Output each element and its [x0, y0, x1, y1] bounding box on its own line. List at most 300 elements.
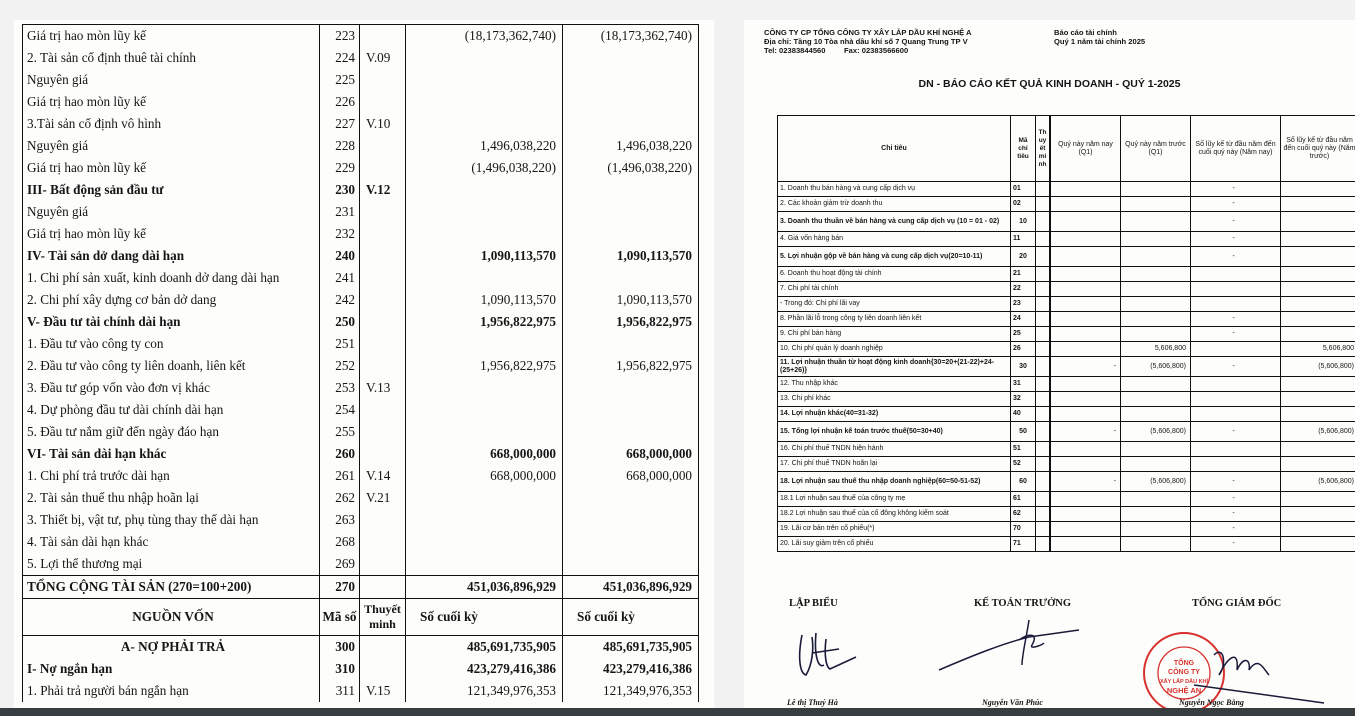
row-value-previous	[563, 509, 698, 531]
row-value-previous	[563, 421, 698, 443]
table-row	[23, 179, 698, 201]
header-cell: Quý này năm nay (Q1)	[1051, 116, 1121, 181]
row-value-previous	[563, 91, 698, 113]
row-code: 251	[319, 333, 359, 355]
value-ytd-last-year	[1281, 327, 1355, 341]
value-q1-last-year	[1121, 197, 1191, 211]
table-row	[23, 245, 698, 267]
value-ytd-last-year	[1281, 232, 1355, 246]
row-note	[359, 636, 406, 658]
row-label: 15. Tổng lợi nhuận kế toán trước thuế(50=30+40)	[778, 422, 1011, 441]
report-period: Quý 1 năm tài chính 2025	[1054, 37, 1146, 46]
row-label: 5. Lợi nhuận gộp về bán hàng và cung cấp dịch vụ(20=10-11)	[778, 247, 1011, 266]
row-value-previous	[563, 399, 698, 421]
row-note	[359, 509, 406, 531]
value-q1-this-year	[1051, 232, 1121, 246]
row-label: 1. Doanh thu bán hàng và cung cấp dịch vụ	[778, 182, 1011, 196]
value-q1-this-year	[1051, 297, 1121, 311]
row-code: 50	[1011, 422, 1036, 441]
table-row	[23, 487, 698, 509]
row-label: Nguyên giá	[27, 204, 89, 219]
row-value-previous: 1,090,113,570	[616, 248, 692, 263]
row-code: 11	[1011, 232, 1036, 246]
company-tel: Tel: 02383844560	[764, 46, 826, 55]
value-ytd-this-year	[1191, 377, 1281, 391]
table-row	[23, 157, 698, 179]
row-note	[359, 443, 406, 465]
row-note	[359, 333, 406, 355]
row-value-previous	[563, 47, 698, 69]
table-row	[23, 636, 698, 658]
row-label: V- Đầu tư tài chính dài hạn	[27, 314, 181, 329]
table-row	[23, 680, 698, 702]
value-ytd-last-year	[1281, 507, 1355, 521]
row-note	[1036, 522, 1051, 536]
table-row	[778, 492, 1355, 507]
row-note	[1036, 507, 1051, 521]
row-label: 17. Chi phí thuế TNDN hoãn lại	[778, 457, 1011, 471]
row-note	[1036, 407, 1051, 421]
row-code: 24	[1011, 312, 1036, 326]
row-note	[1036, 182, 1051, 196]
row-note	[359, 399, 406, 421]
director-title: TỔNG GIÁM ĐỐC	[1192, 598, 1282, 609]
row-label: 2. Tài sản cố định thuê tài chính	[27, 50, 196, 65]
value-q1-this-year	[1051, 492, 1121, 506]
row-value-current	[406, 531, 563, 553]
row-value-current: 451,036,896,929	[406, 576, 563, 598]
row-value-previous	[563, 69, 698, 91]
value-q1-this-year	[1051, 212, 1121, 231]
row-code: 228	[319, 135, 359, 157]
value-ytd-last-year	[1281, 492, 1355, 506]
value-q1-this-year	[1051, 342, 1121, 356]
row-value-previous	[563, 113, 698, 135]
row-code: 30	[1011, 357, 1036, 376]
value-q1-last-year	[1121, 327, 1191, 341]
row-code: 311	[319, 680, 359, 702]
value-q1-this-year	[1051, 407, 1121, 421]
row-value-current: 668,000,000	[406, 465, 563, 487]
table-row	[23, 509, 698, 531]
row-code: 226	[319, 91, 359, 113]
row-code: 61	[1011, 492, 1036, 506]
table-row	[778, 357, 1355, 377]
row-code: 269	[319, 553, 359, 575]
row-value-current	[406, 421, 563, 443]
row-note	[1036, 312, 1051, 326]
row-note	[1036, 442, 1051, 456]
table-row	[778, 282, 1355, 297]
row-code: 254	[319, 399, 359, 421]
table-row	[23, 135, 698, 157]
value-q1-last-year	[1121, 182, 1191, 196]
table-row	[23, 47, 698, 69]
table-header	[778, 116, 1355, 182]
svg-text:NGHỆ AN: NGHỆ AN	[1166, 686, 1202, 695]
row-code: 25	[1011, 327, 1036, 341]
table-row	[23, 421, 698, 443]
row-label: III- Bất động sản đầu tư	[27, 182, 164, 197]
value-ytd-last-year	[1281, 247, 1355, 266]
company-name: CÔNG TY CP TỔNG CÔNG TY XÂY LẮP DẦU KHÍ NGHỆ A	[764, 28, 972, 37]
value-q1-last-year	[1121, 522, 1191, 536]
table-row	[23, 658, 698, 680]
value-q1-last-year	[1121, 407, 1191, 421]
row-note	[1036, 342, 1051, 356]
row-label: NGUỒN VỐN	[132, 609, 214, 624]
row-label: 18.2 Lợi nhuận sau thuế của cổ đông không kiểm soát	[778, 507, 1011, 521]
row-note	[1036, 247, 1051, 266]
row-value-current	[406, 69, 563, 91]
row-value-current	[406, 201, 563, 223]
balance-sheet-page	[14, 20, 714, 710]
row-value-current: 121,349,976,353	[406, 680, 563, 702]
value-ytd-this-year: -	[1191, 472, 1281, 491]
value-q1-last-year	[1121, 312, 1191, 326]
viewer-bottom-bar	[0, 708, 1355, 716]
row-code: 242	[319, 289, 359, 311]
table-header	[23, 599, 698, 636]
row-code: 270	[319, 576, 359, 598]
row-note	[1036, 197, 1051, 211]
row-code: 225	[319, 69, 359, 91]
row-note	[1036, 492, 1051, 506]
value-ytd-last-year	[1281, 182, 1355, 196]
row-note	[1036, 357, 1051, 376]
row-label: 2. Tài sản thuế thu nhập hoãn lại	[27, 490, 199, 505]
value-q1-this-year: -	[1051, 472, 1121, 491]
row-label: TỔNG CỘNG TÀI SẢN (270=100+200)	[27, 579, 252, 594]
table-row	[778, 457, 1355, 472]
row-code: 268	[319, 531, 359, 553]
row-label: 19. Lãi cơ bản trên cổ phiếu(*)	[778, 522, 1011, 536]
row-note: V.15	[359, 680, 406, 702]
row-value-current	[406, 91, 563, 113]
row-value-current	[406, 487, 563, 509]
value-ytd-this-year: -	[1191, 232, 1281, 246]
company-fax: Fax: 02383566600	[844, 46, 909, 55]
preparer-signature	[794, 625, 864, 680]
row-value-previous: (18,173,362,740)	[600, 28, 692, 43]
row-note: V.14	[359, 465, 406, 487]
row-value-previous: 668,000,000	[626, 446, 692, 461]
table-row	[778, 407, 1355, 422]
row-value-previous	[563, 531, 698, 553]
company-address: Địa chỉ: Tầng 10 Tòa nhà dầu khí số 7 Quang Trung TP V	[764, 37, 968, 46]
value-ytd-this-year: -	[1191, 422, 1281, 441]
row-note: V.09	[359, 47, 406, 69]
value-ytd-last-year	[1281, 282, 1355, 296]
value-ytd-last-year: (5,606,800)	[1318, 427, 1354, 435]
row-note	[1036, 392, 1051, 406]
value-q1-last-year	[1121, 537, 1191, 551]
row-value-previous: Số cuối kỳ	[577, 609, 635, 624]
value-ytd-this-year	[1191, 297, 1281, 311]
header-cell: Quý này năm trước (Q1)	[1121, 116, 1191, 181]
table-row	[23, 201, 698, 223]
row-label: 2. Đầu tư vào công ty liên doanh, liên kết	[27, 358, 246, 373]
row-note	[1036, 327, 1051, 341]
row-label: 5. Lợi thế thương mại	[27, 556, 143, 571]
row-label: 5. Đầu tư nắm giữ đến ngày đáo hạn	[27, 424, 219, 439]
row-label: Nguyên giá	[27, 72, 89, 87]
row-value-current: 423,279,416,386	[406, 658, 563, 680]
row-code: 40	[1011, 407, 1036, 421]
value-ytd-this-year: -	[1191, 537, 1281, 551]
row-note	[359, 658, 406, 680]
value-q1-this-year	[1051, 537, 1121, 551]
value-q1-last-year	[1121, 492, 1191, 506]
row-note	[1036, 212, 1051, 231]
value-q1-this-year: -	[1051, 422, 1121, 441]
header-cell: Số lũy kế từ đầu năm đến cuối quý này (Năm trước)	[1283, 136, 1355, 160]
row-label: 16. Chi phí thuế TNDN hiện hành	[778, 442, 1011, 456]
header-cell: Th uy ết mi nh	[1036, 116, 1051, 181]
row-label: 3.Tài sản cố định vô hình	[27, 116, 162, 131]
row-value-current: 668,000,000	[406, 443, 563, 465]
row-value-previous	[563, 201, 698, 223]
row-label: Giá trị hao mòn lũy kế	[27, 226, 147, 241]
value-q1-this-year	[1051, 392, 1121, 406]
value-q1-last-year: 5,606,800	[1121, 342, 1191, 356]
table-row	[23, 355, 698, 377]
table-row	[23, 25, 698, 47]
row-value-previous: 1,090,113,570	[616, 292, 692, 307]
row-note	[359, 289, 406, 311]
row-value-current	[406, 223, 563, 245]
table-row	[23, 91, 698, 113]
table-row	[778, 342, 1355, 357]
row-note	[1036, 232, 1051, 246]
row-code: 252	[319, 355, 359, 377]
row-label: Giá trị hao mòn lũy kế	[27, 28, 147, 43]
row-value-current: 1,090,113,570	[406, 245, 563, 267]
row-label: 2. Các khoản giảm trừ doanh thu	[778, 197, 1011, 211]
value-ytd-this-year: -	[1191, 492, 1281, 506]
row-value-previous	[563, 487, 698, 509]
table-row	[778, 297, 1355, 312]
value-q1-last-year	[1121, 247, 1191, 266]
value-q1-this-year	[1051, 327, 1121, 341]
row-note	[359, 531, 406, 553]
row-value-current	[406, 553, 563, 575]
value-ytd-last-year	[1281, 377, 1355, 391]
value-ytd-this-year	[1191, 407, 1281, 421]
row-code: 10	[1011, 212, 1036, 231]
row-label: 10. Chi phí quản lý doanh nghiệp	[778, 342, 1011, 356]
row-value-current	[406, 377, 563, 399]
row-value-previous: 451,036,896,929	[602, 579, 692, 594]
row-label: 11. Lợi nhuận thuần từ hoạt động kinh doanh{30=20+(21-22)+24-(25+26)}	[778, 357, 1011, 376]
income-statement-table	[777, 115, 1355, 552]
table-row	[778, 392, 1355, 407]
row-note	[1036, 457, 1051, 471]
row-note	[359, 135, 406, 157]
value-ytd-last-year	[1281, 457, 1355, 471]
row-label: 3. Thiết bị, vật tư, phụ tùng thay thế dài hạn	[27, 512, 259, 527]
svg-text:XÂY LẮP DẦU KHÍ: XÂY LẮP DẦU KHÍ	[1159, 679, 1209, 685]
row-code: 253	[319, 377, 359, 399]
value-ytd-last-year: (5,606,800)	[1318, 362, 1354, 370]
row-label: Nguyên giá	[27, 138, 89, 153]
row-code: 263	[319, 509, 359, 531]
row-value-current: (1,496,038,220)	[406, 157, 563, 179]
table-row	[778, 522, 1355, 537]
row-value-previous	[563, 553, 698, 575]
row-note	[359, 157, 406, 179]
row-label: 2. Chi phí xây dựng cơ bản dở dang	[27, 292, 217, 307]
report-type: Báo cáo tài chính	[1054, 28, 1117, 37]
row-note	[1036, 282, 1051, 296]
row-note	[359, 201, 406, 223]
row-value-current	[406, 333, 563, 355]
row-note	[359, 576, 406, 598]
row-code: 229	[319, 157, 359, 179]
row-label: 20. Lãi suy giảm trên cổ phiếu	[778, 537, 1011, 551]
preparer-title: LẬP BIỂU	[789, 598, 838, 609]
row-label: 3. Đầu tư góp vốn vào đơn vị khác	[27, 380, 210, 395]
row-note	[359, 245, 406, 267]
table-row	[23, 223, 698, 245]
row-value-previous	[563, 223, 698, 245]
table-row	[778, 377, 1355, 392]
table-row	[23, 289, 698, 311]
row-code: 31	[1011, 377, 1036, 391]
value-ytd-this-year: -	[1191, 212, 1281, 231]
row-note: Thuyết minh	[359, 599, 406, 635]
value-ytd-last-year: 5,606,800	[1322, 345, 1354, 352]
row-value-current	[406, 113, 563, 135]
row-code: 255	[319, 421, 359, 443]
value-ytd-last-year: (5,606,800)	[1318, 477, 1354, 485]
report-title: DN - BÁO CÁO KẾT QUẢ KINH DOANH - QUÝ 1-2025	[918, 78, 1181, 90]
value-q1-this-year	[1051, 442, 1121, 456]
row-value-current	[406, 179, 563, 201]
svg-text:TỔNG: TỔNG	[1173, 660, 1195, 667]
value-ytd-last-year	[1281, 197, 1355, 211]
value-q1-this-year	[1051, 282, 1121, 296]
row-code: 20	[1011, 247, 1036, 266]
value-ytd-this-year	[1191, 442, 1281, 456]
table-row	[23, 377, 698, 399]
value-ytd-last-year	[1281, 312, 1355, 326]
row-note	[359, 91, 406, 113]
row-label: I- Nợ ngắn hạn	[27, 661, 113, 676]
value-q1-this-year	[1051, 522, 1121, 536]
row-label: Giá trị hao mòn lũy kế	[27, 94, 147, 109]
row-code: 51	[1011, 442, 1036, 456]
row-code: 227	[319, 113, 359, 135]
row-value-previous: (1,496,038,220)	[607, 160, 692, 175]
value-q1-last-year	[1121, 282, 1191, 296]
value-q1-this-year	[1051, 197, 1121, 211]
row-note	[1036, 377, 1051, 391]
value-q1-last-year	[1121, 212, 1191, 231]
row-label: 6. Doanh thu hoạt động tài chính	[778, 267, 1011, 281]
value-q1-last-year	[1121, 442, 1191, 456]
row-label: Giá trị hao mòn lũy kế	[27, 160, 147, 175]
table-row	[23, 575, 698, 599]
row-note	[359, 355, 406, 377]
row-code: 22	[1011, 282, 1036, 296]
table-row	[23, 267, 698, 289]
value-ytd-last-year	[1281, 537, 1355, 551]
table-row	[778, 312, 1355, 327]
header-cell: Số lũy kế từ đầu năm đến cuối quý này (Năm nay)	[1191, 116, 1281, 181]
table-row	[23, 311, 698, 333]
row-value-previous: 1,956,822,975	[616, 314, 692, 329]
row-label: 18. Lợi nhuận sau thuế thu nhập doanh nghiệp(60=50-51-52)	[778, 472, 1011, 491]
value-ytd-this-year: -	[1191, 357, 1281, 376]
row-code: 260	[319, 443, 359, 465]
value-ytd-this-year: -	[1191, 182, 1281, 196]
row-code: 224	[319, 47, 359, 69]
value-ytd-this-year: -	[1191, 522, 1281, 536]
row-code: 231	[319, 201, 359, 223]
table-row	[23, 113, 698, 135]
row-note	[359, 25, 406, 47]
row-label: 1. Phải trả người bán ngắn hạn	[27, 683, 189, 698]
row-note	[1036, 472, 1051, 491]
row-note	[1036, 537, 1051, 551]
table-row	[23, 443, 698, 465]
row-note	[359, 553, 406, 575]
row-value-current: 1,956,822,975	[406, 355, 563, 377]
row-value-current: 485,691,735,905	[406, 636, 563, 658]
value-ytd-last-year	[1281, 212, 1355, 231]
row-label: VI- Tài sản dài hạn khác	[27, 446, 167, 461]
row-value-previous	[563, 267, 698, 289]
table-row	[778, 507, 1355, 522]
row-value-current: Số cuối kỳ	[406, 599, 563, 635]
row-code: 32	[1011, 392, 1036, 406]
row-code: 262	[319, 487, 359, 509]
row-code: 26	[1011, 342, 1036, 356]
table-row	[778, 197, 1355, 212]
table-row	[778, 267, 1355, 282]
row-label: 4. Dự phòng đầu tư dài chính dài hạn	[27, 402, 224, 417]
row-label: - Trong đó: Chi phí lãi vay	[778, 297, 1011, 311]
row-code: 23	[1011, 297, 1036, 311]
row-code: 250	[319, 311, 359, 333]
row-code: 300	[319, 636, 359, 658]
row-label: 3. Doanh thu thuần về bán hàng và cung cấp dịch vụ (10 = 01 - 02)	[778, 212, 1011, 231]
row-code: Mã số	[319, 599, 359, 635]
value-q1-this-year	[1051, 507, 1121, 521]
value-q1-this-year	[1051, 182, 1121, 196]
value-ytd-this-year	[1191, 342, 1281, 356]
table-row	[23, 69, 698, 91]
table-row	[778, 247, 1355, 267]
row-value-previous	[563, 333, 698, 355]
value-q1-last-year	[1121, 392, 1191, 406]
value-q1-last-year	[1121, 457, 1191, 471]
value-ytd-last-year	[1281, 297, 1355, 311]
row-label: A- NỢ PHẢI TRẢ	[120, 639, 226, 654]
value-q1-last-year: (5,606,800)	[1121, 472, 1191, 491]
value-ytd-this-year	[1191, 392, 1281, 406]
table-row	[778, 537, 1355, 552]
header-cell: Mã chỉ tiêu	[1011, 116, 1036, 181]
table-row	[23, 553, 698, 575]
value-q1-this-year	[1051, 267, 1121, 281]
row-value-previous: 121,349,976,353	[602, 683, 692, 698]
row-note: V.21	[359, 487, 406, 509]
row-note	[359, 223, 406, 245]
row-value-current	[406, 509, 563, 531]
preparer-name: Lê thị Thuý Hà	[787, 698, 838, 707]
